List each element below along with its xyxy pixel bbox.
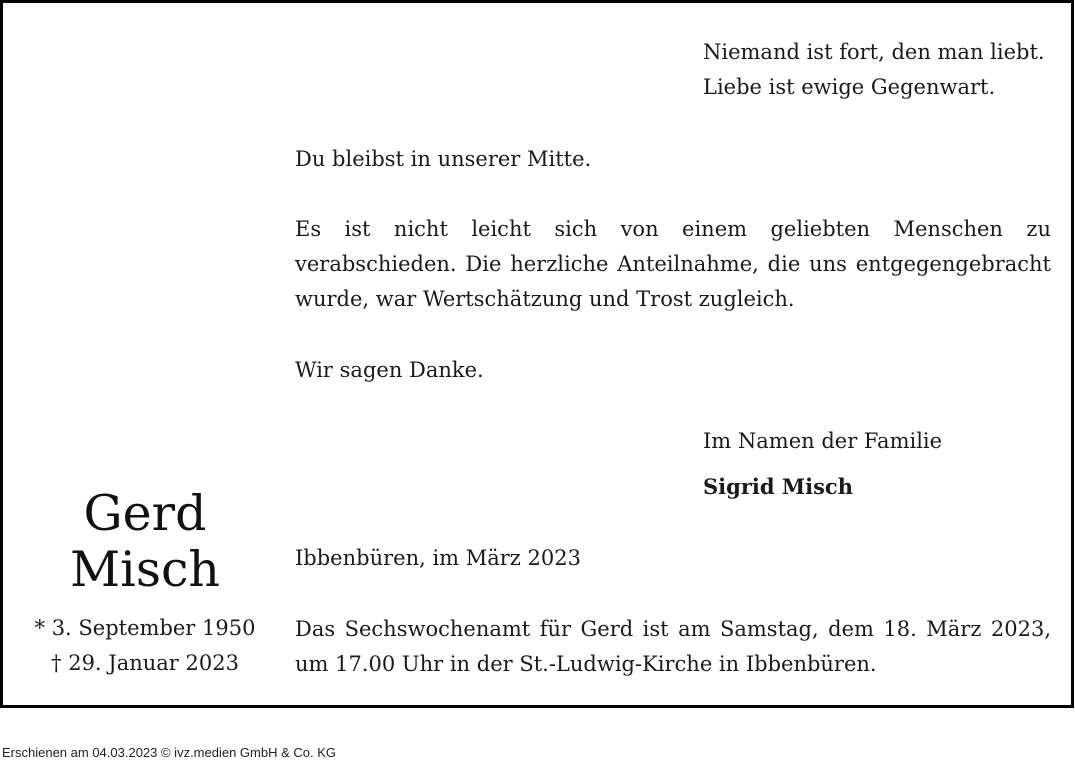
thanks-paragraph: Es ist nicht leicht sich von einem geliebten Menschen zu verabschieden. Die herzliche Anteilnahme, die uns entgegengebracht wurde, war Wertschätzung und Trost zugleich. bbox=[295, 217, 1051, 311]
birth-date: * 3. September 1950 bbox=[34, 616, 256, 640]
life-dates bbox=[25, 611, 265, 681]
thanks-line: Wir sagen Danke. bbox=[295, 358, 484, 382]
death-date: † 29. Januar 2023 bbox=[51, 651, 239, 675]
intro-line: Du bleibst in unserer Mitte. bbox=[295, 147, 592, 171]
motto-line-1: Niemand ist fort, den man liebt. bbox=[703, 40, 1045, 64]
family-line: Im Namen der Familie bbox=[703, 429, 943, 453]
signer-name: Sigrid Misch bbox=[703, 474, 853, 499]
deceased-name bbox=[25, 486, 265, 598]
publication-footer: Erschienen am 04.03.2023 © ivz.medien GmbH & Co. KG bbox=[2, 745, 337, 760]
service-announcement: Das Sechswochenamt für Gerd ist am Samstag, dem 18. März 2023, um 17.00 Uhr in der St.-Ludwig-Kirche in Ibbenbüren. bbox=[295, 617, 1051, 676]
motto-quote bbox=[703, 35, 1063, 105]
deceased-first-name: Gerd bbox=[83, 485, 207, 542]
deceased-last-name: Misch bbox=[70, 541, 220, 598]
motto-line-2: Liebe ist ewige Gegenwart. bbox=[703, 75, 996, 99]
place-date: Ibbenbüren, im März 2023 bbox=[295, 546, 581, 570]
